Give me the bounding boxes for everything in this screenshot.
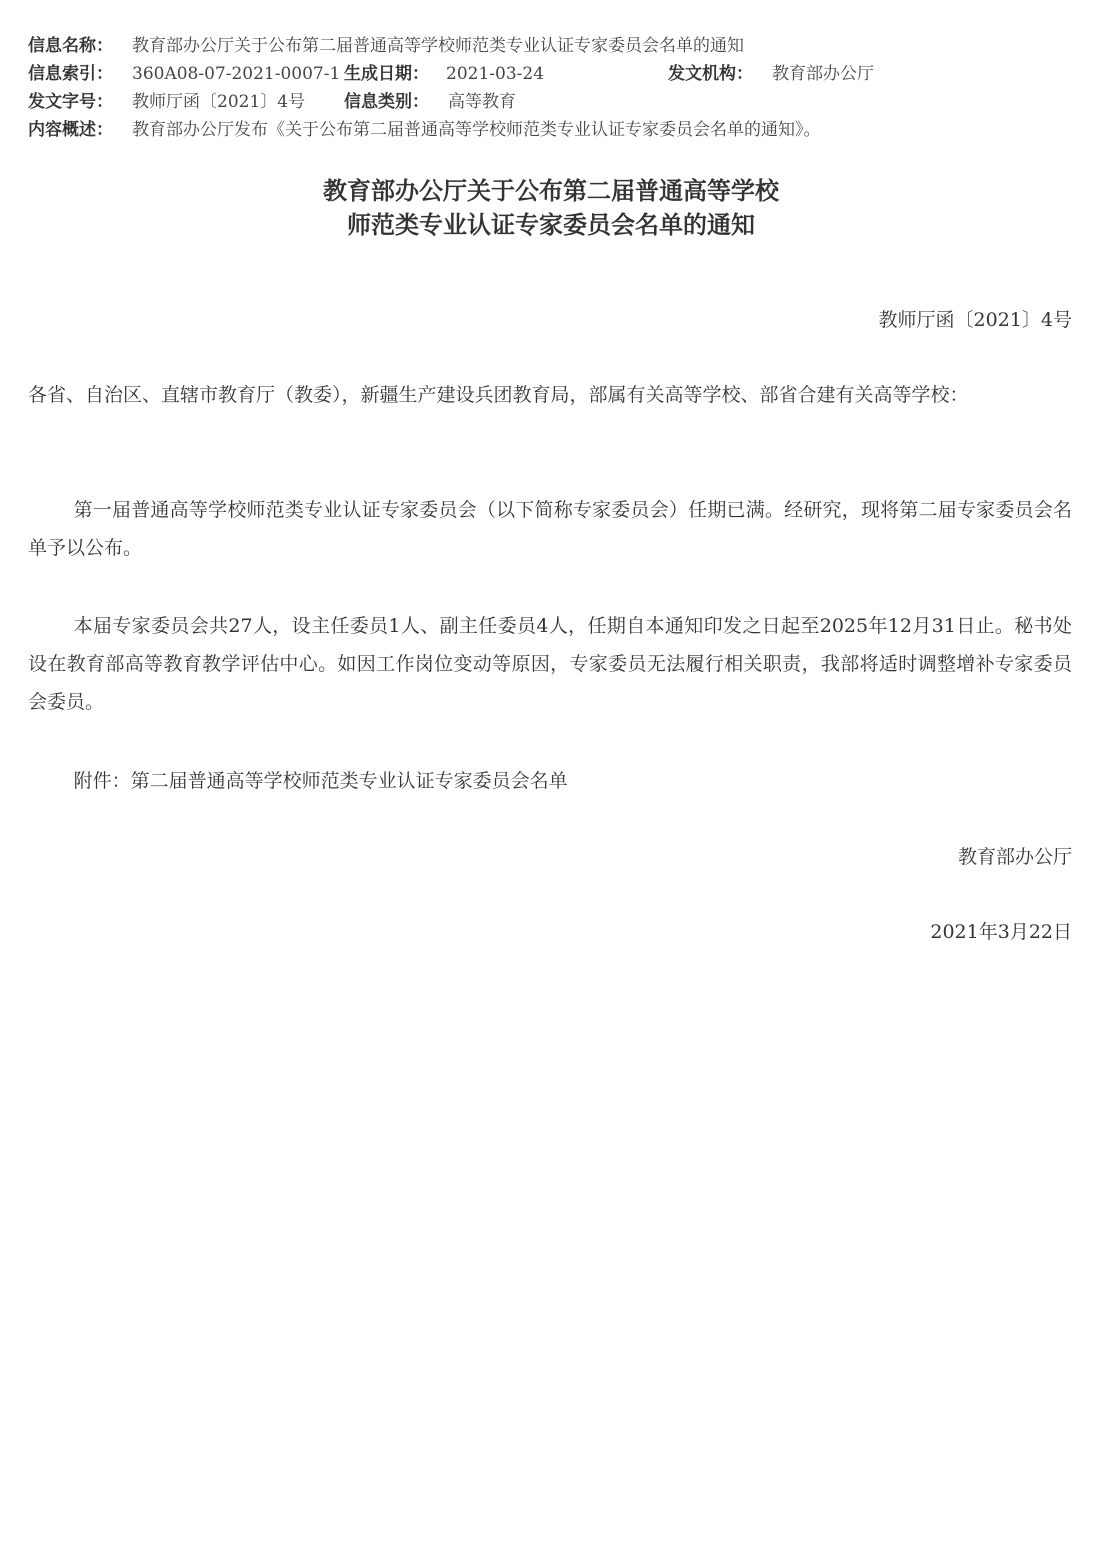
info-metadata-block: [28, 32, 1078, 144]
info-index-label: 信息索引：: [28, 64, 113, 84]
issuing-org-value: 教育部办公厅: [772, 64, 874, 84]
summary-value: 教育部办公厅发布《关于公布第二届普通高等学校师范类专业认证专家委员会名单的通知》。: [132, 120, 821, 140]
info-name-value: 教育部办公厅关于公布第二届普通高等学校师范类专业认证专家委员会名单的通知: [132, 36, 744, 56]
recipients-paragraph: 各省、自治区、直辖市教育厅（教委），新疆生产建设兵团教育局，部属有关高等学校、部省合建有关高等学校：: [28, 384, 969, 406]
doc-number-label: 发文字号：: [28, 92, 113, 112]
summary-label: 内容概述：: [28, 120, 113, 140]
doc-number-value: 教师厅函〔2021〕4号: [132, 92, 306, 112]
body-paragraph-1: 第一届普通高等学校师范类专业认证专家委员会（以下简称专家委员会）任期已满。经研究，现将第二届专家委员会名单予以公布。: [28, 499, 1072, 559]
document-title: [0, 174, 1102, 242]
body-paragraph-2: 本届专家委员会共27人，设主任委员1人、副主任委员4人，任期自本通知印发之日起至2025年12月31日止。秘书处设在教育部高等教育教学评估中心。如因工作岗位变动等原因，专家委员无法履行相关职责，我部将适时调整增补专家委员会委员。: [28, 615, 1072, 713]
info-category-value: 高等教育: [448, 92, 516, 112]
issue-date: 2021年3月22日: [930, 921, 1072, 943]
meta-row-index: [28, 60, 1078, 88]
doc-number: 教师厅函〔2021〕4号: [878, 309, 1072, 331]
meta-row-docno: [28, 88, 1078, 116]
title-line-1: 教育部办公厅关于公布第二届普通高等学校: [323, 177, 779, 205]
info-index-value: 360A08-07-2021-0007-1: [132, 64, 341, 84]
generate-date-label: 生成日期：: [344, 64, 429, 84]
generate-date-value: 2021-03-24: [446, 64, 545, 84]
issuer-signature: 教育部办公厅: [957, 846, 1072, 868]
title-line-2: 师范类专业认证专家委员会名单的通知: [347, 211, 755, 239]
issuing-org-label: 发文机构：: [668, 64, 753, 84]
info-category-label: 信息类别：: [344, 92, 429, 112]
meta-row-name: [28, 32, 1078, 60]
info-name-label: 信息名称：: [28, 36, 113, 56]
attachment-line: 附件：第二届普通高等学校师范类专业认证专家委员会名单: [73, 770, 568, 792]
meta-row-summary: [28, 116, 1078, 144]
